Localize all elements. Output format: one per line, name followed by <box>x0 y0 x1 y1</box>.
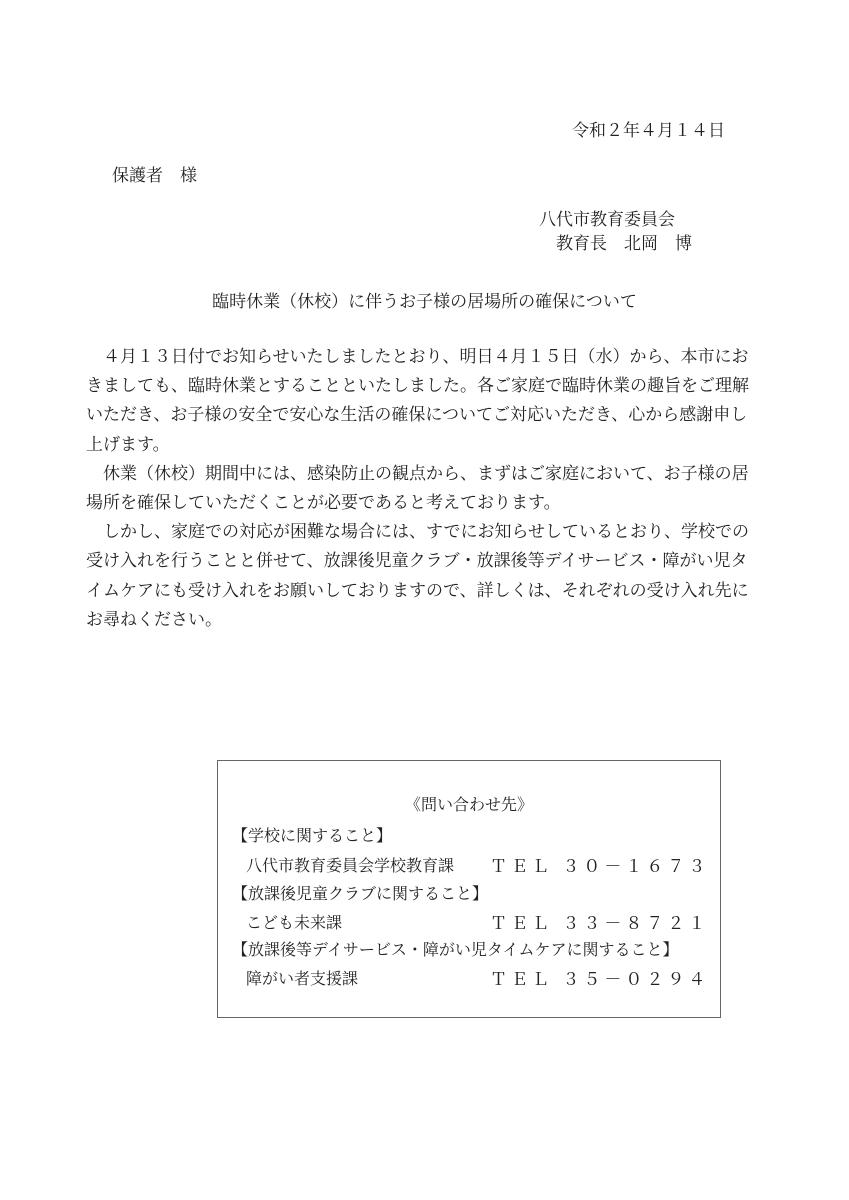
contact-section-heading: 【学校に関すること】 <box>232 826 393 845</box>
paragraph-text: 休業（休校）期間中には、感染防止の観点から、まずはご家庭において、お子様の居場所を確保していただくことが必要であると考えております。 <box>86 463 749 514</box>
sender-name: 教育長 北岡 博 <box>556 234 692 254</box>
contact-box <box>217 760 721 1018</box>
paragraph-indent <box>86 347 103 367</box>
body-paragraph <box>86 518 756 635</box>
contact-department: 障がい者支援課 <box>246 969 359 988</box>
contact-section-heading: 【放課後等デイサービス・障がい児タイムケアに関すること】 <box>232 940 679 959</box>
document-title: 臨時休業（休校）に伴うお子様の居場所の確保について <box>212 292 637 312</box>
body-paragraph <box>86 343 756 460</box>
document-date: 令和２年４月１４日 <box>572 121 725 141</box>
sender-organization: 八代市教育委員会 <box>539 210 675 230</box>
paragraph-text: ４月１３日付でお知らせいたしましたとおり、明日４月１５日（水）から、本市におきましても、臨時休業とすることといたしました。各ご家庭で臨時休業の趣旨をご理解いただき、お子様の安全で安心な生活の確保についてご対応いただき、心から感謝申し上げます。 <box>86 347 749 455</box>
contact-phone: ＴＥＬ ３３－８７２１ <box>490 914 710 934</box>
paragraph-indent <box>86 522 103 542</box>
contact-section-heading: 【放課後児童クラブに関すること】 <box>232 884 489 903</box>
contact-department: こども未来課 <box>246 913 343 932</box>
contact-phone: ＴＥＬ ３５－０２９４ <box>490 970 710 990</box>
contact-box-title: 《問い合わせ先》 <box>404 795 533 814</box>
contact-phone: ＴＥＬ ３０－１６７３ <box>490 857 710 877</box>
document-body <box>86 343 756 635</box>
salutation: 保護者 様 <box>112 166 197 186</box>
paragraph-indent <box>86 464 103 484</box>
body-paragraph <box>86 460 756 518</box>
contact-department: 八代市教育委員会学校教育課 <box>246 856 455 875</box>
paragraph-text: しかし、家庭での対応が困難な場合には、すでにお知らせしているとおり、学校での受け入れを行うことと併せて、放課後児童クラブ・放課後等デイサービス・障がい児タイムケアにも受け入れをお願いしておりますので、詳しくは、それぞれの受け入れ先にお尋ねください。 <box>86 522 749 630</box>
